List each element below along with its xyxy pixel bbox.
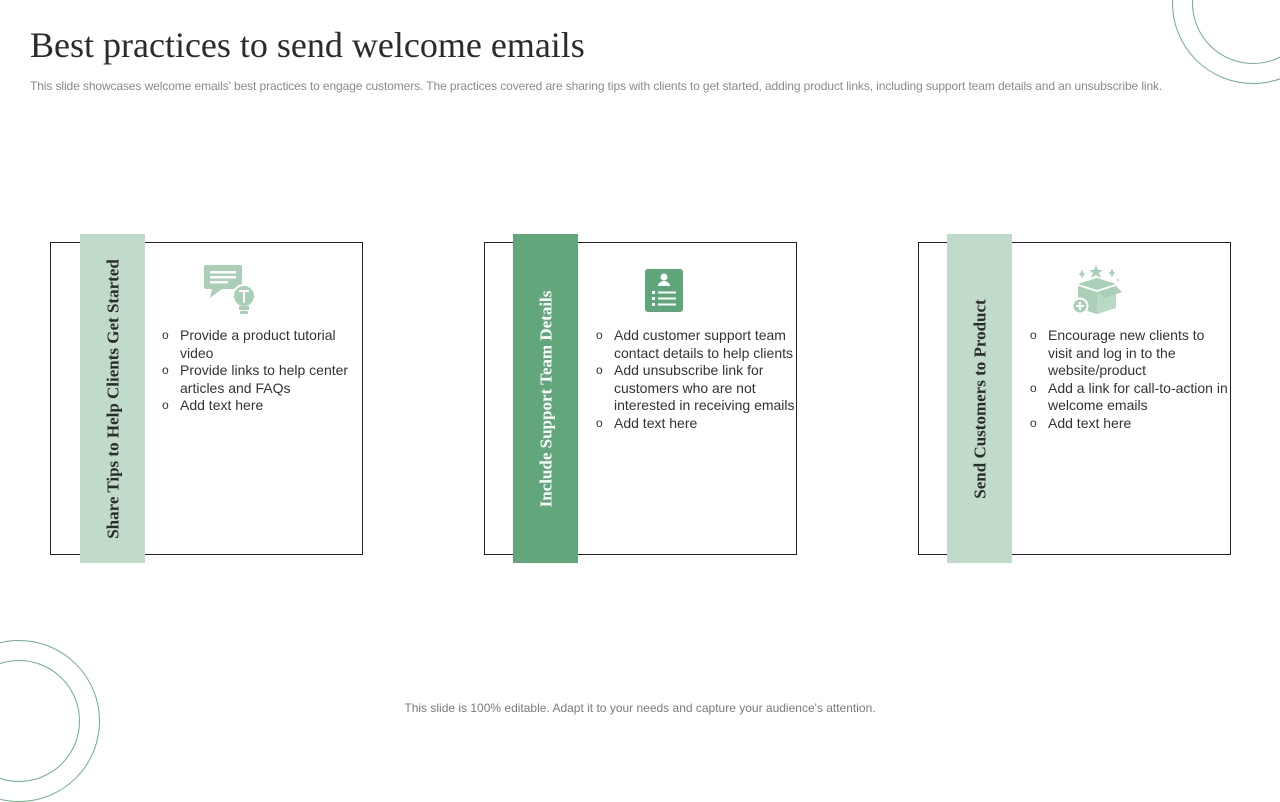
card-send-to-product-heading: Send Customers to Product <box>970 298 989 499</box>
list-item: o Add text here <box>161 397 361 415</box>
card-support-team-heading: Include Support Team Details <box>536 290 555 507</box>
list-item: o Add text here <box>595 415 795 433</box>
card-send-to-product-band <box>947 234 1012 563</box>
chat-lightbulb-icon <box>202 262 262 318</box>
list-item: o Add unsubscribe link for customers who are not interested in receiving emails <box>595 362 795 415</box>
page-subtitle: This slide showcases welcome emails' best practices to engage customers. The practices covered are sharing tips with clients to get started, adding product links, including support team details and an unsubscribe link. <box>30 79 1163 93</box>
card-support-team-bullets <box>595 327 795 433</box>
card-support-team-band <box>513 234 578 563</box>
product-box-icon <box>1068 262 1128 318</box>
list-item: o Add text here <box>1029 415 1229 433</box>
list-item: o Provide a product tutorial video <box>161 327 361 362</box>
card-share-tips-bullets <box>161 327 361 415</box>
list-item: o Add customer support team contact details to help clients <box>595 327 795 362</box>
list-item: o Provide links to help center articles and FAQs <box>161 362 361 397</box>
card-send-to-product-bullets <box>1029 327 1229 433</box>
list-item: o Encourage new clients to visit and log in to the website/product <box>1029 327 1229 380</box>
card-share-tips-heading: Share Tips to Help Clients Get Started <box>103 258 122 539</box>
footer-note: This slide is 100% editable. Adapt it to your needs and capture your audience's attention. <box>404 701 876 715</box>
list-item: o Add a link for call-to-action in welcome emails <box>1029 380 1229 415</box>
card-share-tips-band <box>80 234 145 563</box>
contact-card-icon <box>634 262 694 318</box>
page-title: Best practices to send welcome emails <box>30 25 585 65</box>
